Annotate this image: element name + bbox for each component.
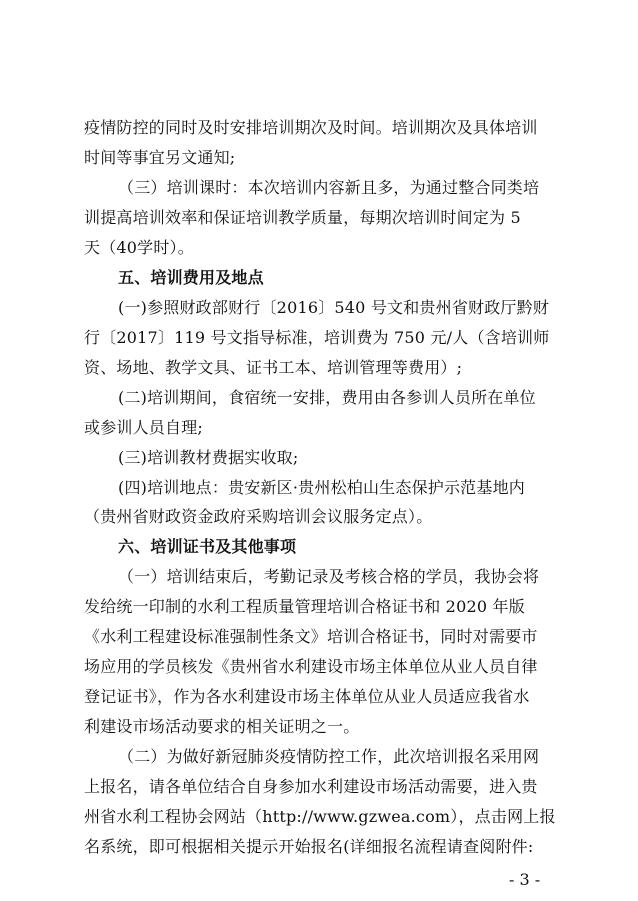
body-text-line: 上报名，请各单位结合自身参加水利建设市场活动需要，进入贵: [84, 777, 538, 797]
body-text-line: 天（40学时）。: [84, 237, 194, 257]
body-text-line: 利建设市场活动要求的相关证明之一。: [84, 717, 360, 737]
section-heading: 五、培训费用及地点: [118, 267, 264, 287]
body-text-line: （贵州省财政资金政府采购培训会议服务定点）。: [84, 507, 433, 527]
body-text-line: 资、场地、教学文具、证书工本、培训管理等费用）;: [84, 357, 463, 377]
body-text-line: （三）培训课时：本次培训内容新且多，为通过整合同类培: [118, 177, 540, 197]
body-text-line: 疫情防控的同时及时安排培训期次及时间。培训期次及具体培训: [84, 118, 538, 137]
body-text-line: (一)参照财政部财行〔2016〕540 号文和贵州省财政厅黔财: [118, 297, 550, 317]
body-text-line: 发给统一印制的水利工程质量管理培训合格证书和 2020 年版: [84, 597, 525, 617]
body-text-line: 训提高培训效率和保证培训教学质量，每期次培训时间定为 5: [84, 207, 521, 227]
body-text-line: 或参训人员自理;: [84, 417, 203, 437]
body-text-line: 行〔2017〕119 号文指导标准，培训费为 750 元/人（含培训师: [84, 327, 550, 347]
body-text-line: （二）为做好新冠肺炎疫情防控工作，此次培训报名采用网: [118, 747, 540, 767]
body-text-line: (三)培训教材费据实收取;: [118, 447, 299, 467]
body-text-line: 登记证书》，作为各水利建设市场主体单位从业人员适应我省水: [84, 687, 530, 707]
page-number: - 3 -: [509, 870, 541, 889]
body-text-line: 名系统，即可根据相关提示开始报名(详细报名流程请查阅附件:: [84, 837, 534, 856]
body-text-line: 时间等事宜另文通知;: [84, 147, 236, 167]
body-text-line: 场应用的学员核发《贵州省水利建设市场主体单位从业人员自律: [84, 657, 538, 677]
body-text-line: 《水利工程建设标准强制性条文》培训合格证书，同时对需要市: [84, 627, 538, 647]
body-text-line: （一）培训结束后，考勤记录及考核合格的学员，我协会将: [118, 567, 540, 587]
body-text-line: (四)培训地点：贵安新区·贵州松柏山生态保护示范基地内: [118, 477, 525, 497]
section-heading: 六、培训证书及其他事项: [118, 537, 297, 557]
body-text-line: 州省水利工程协会网站（http://www.gzwea.com），点击网上报: [84, 807, 556, 827]
body-text-line: (二)培训期间，食宿统一安排，费用由各参训人员所在单位: [118, 387, 536, 407]
